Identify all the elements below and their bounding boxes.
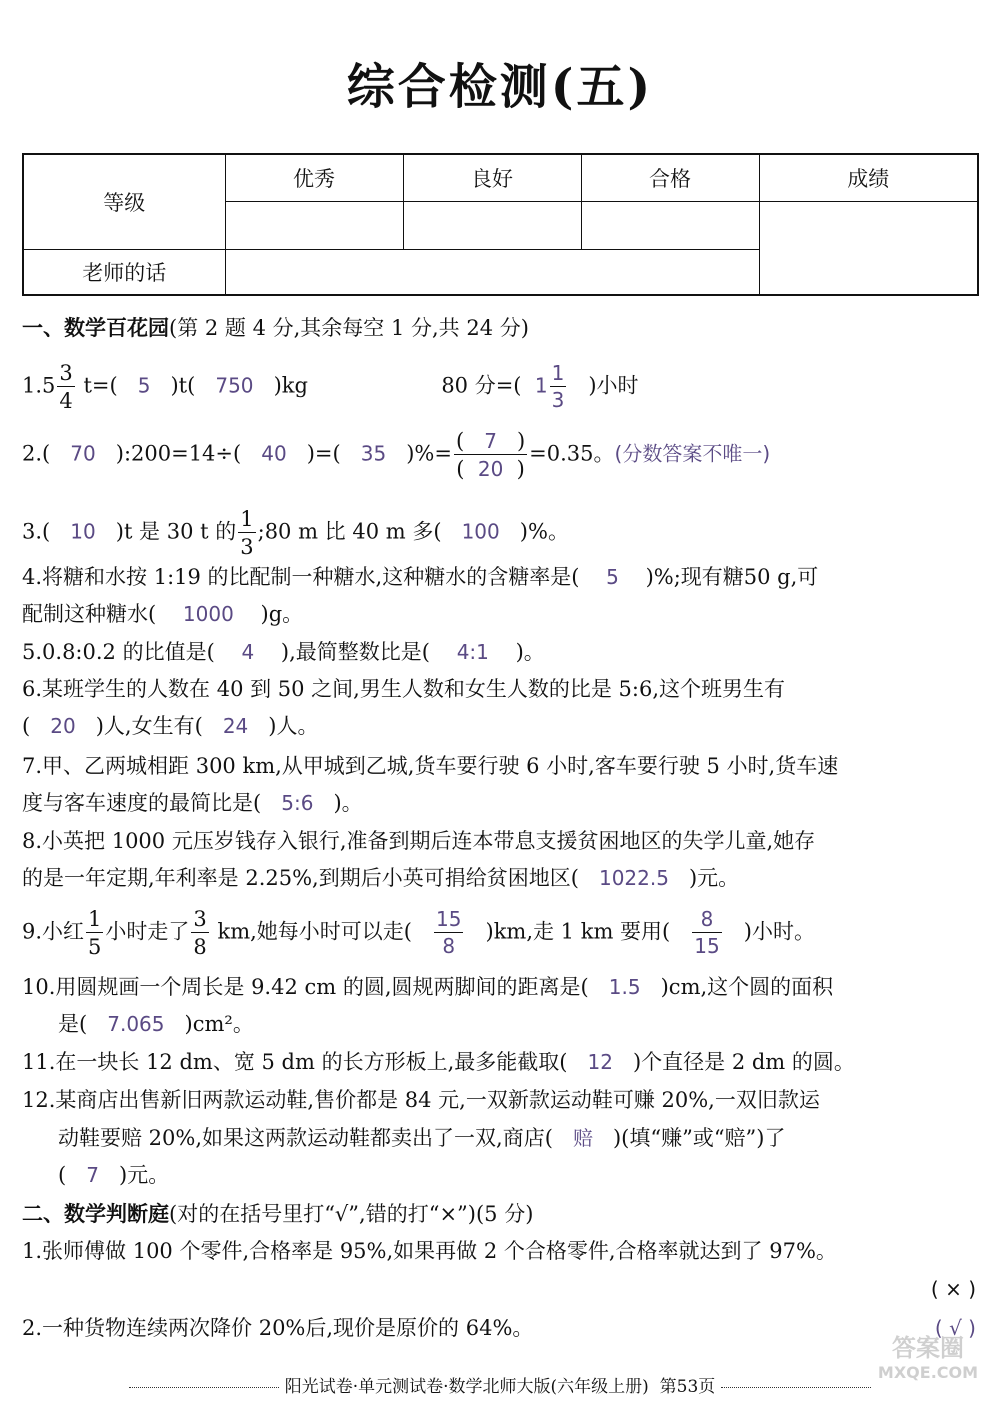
q10-text: 是( [58, 1012, 88, 1036]
numerator: 1 [240, 507, 254, 531]
page-number: 第53页 [659, 1377, 716, 1397]
answer-fraction [692, 909, 721, 957]
q11-text: 11.在一块长 12 dm、宽 5 dm 的长方形板上,最多能截取( [22, 1050, 568, 1074]
question-7 [22, 756, 838, 777]
teacher-label: 老师的话 [23, 249, 225, 295]
q1-text: 1.5 [22, 373, 56, 398]
answer: 1022.5 [598, 866, 669, 890]
footer-divider [129, 1387, 279, 1388]
answer: 赔 [572, 1126, 593, 1150]
fraction [191, 908, 208, 958]
answer-note: (分数答案不唯一) [614, 441, 771, 466]
answer: 70 [70, 441, 96, 466]
answer: 1 [534, 373, 548, 398]
section-1-heading [22, 317, 529, 339]
footer-text: 阳光试卷·单元测试卷·数学北师大版(六年级上册) [284, 1377, 649, 1397]
q12-text: 动鞋要赔 20%,如果这两款运动鞋都卖出了一双,商店( [58, 1126, 553, 1150]
footer-divider [721, 1387, 871, 1388]
q6-text: )人,女生有( [95, 714, 203, 738]
question-2 [22, 430, 770, 480]
q12-text: )(填“赚”或“赔”)了 [612, 1126, 786, 1150]
question-12 [22, 1090, 820, 1111]
q2-text: ):200=14÷( [115, 441, 242, 466]
answer: 40 [261, 441, 287, 466]
answer: 100 [461, 519, 500, 544]
q12-text: 12.某商店出售新旧两款运动鞋,售价都是 84 元,一双新款运动鞋可赚 20%,一双旧款运 [22, 1088, 820, 1112]
q10-text: 10.用圆规画一个周长是 9.42 cm 的圆,圆规两脚间的距离是( [22, 975, 589, 999]
q1-text: )kg [273, 373, 308, 398]
page-title: 综合检测(五) [346, 59, 654, 115]
q1-text: )小时 [588, 373, 639, 398]
answer: 7 [86, 1163, 99, 1187]
section-1-note: (第 2 题 4 分,其余每空 1 分,共 24 分) [169, 316, 529, 340]
answer: 4:1 [456, 640, 489, 664]
q9-text: )小时。 [743, 919, 815, 944]
section-2-title: 二、数学判断庭 [22, 1201, 169, 1226]
question-12-line-3 [58, 1165, 169, 1186]
answer-fraction [434, 909, 463, 957]
q6-text: 6.某班学生的人数在 40 到 50 之间,男生人数和女生人数的比是 5:6,这个班男生有 [22, 677, 786, 701]
q9-text: 小时走了 [105, 919, 190, 944]
q4-text: )g。 [260, 602, 304, 626]
numerator: 8 [700, 907, 714, 932]
grade-good: 良好 [403, 154, 581, 201]
q8-text: 的是一年定期,年利率是 2.25%,到期后小英可捐给贫困地区( [22, 866, 579, 890]
q1-text: t=( [76, 373, 118, 398]
q11-text: )个直径是 2 dm 的圆。 [632, 1050, 855, 1074]
q12-text: ( [58, 1163, 67, 1187]
question-8 [22, 831, 815, 852]
judge-1 [22, 1241, 837, 1262]
page-footer [0, 1372, 1000, 1397]
denominator: 15 [694, 934, 720, 959]
grade-label: 等级 [23, 154, 225, 249]
answer: ( √ ) [934, 1316, 976, 1340]
answer: 7.065 [107, 1012, 165, 1036]
answer: 750 [215, 373, 254, 398]
answer-fraction [550, 363, 567, 411]
numerator: 3 [193, 907, 207, 931]
fraction [57, 362, 74, 412]
fraction [238, 508, 255, 558]
denominator: 5 [86, 932, 103, 958]
q7-text: 度与客车速度的最简比是( [22, 791, 262, 815]
numerator: ( 7 ) [455, 429, 526, 453]
section-2-note: (对的在括号里打“√”,错的打“×”)(5 分) [169, 1202, 534, 1226]
q5-text: 5.0.8:0.2 的比值是( [22, 640, 215, 664]
answer: 35 [360, 441, 387, 466]
numerator: 3 [59, 361, 73, 385]
watermark [868, 1328, 988, 1398]
teacher-comment-cell [225, 249, 759, 295]
judge-1-answer [931, 1279, 976, 1300]
q4-text: 配制这种糖水( [22, 602, 157, 626]
q3-text: )t 是 30 t 的 [115, 519, 237, 544]
judge-2-text: 2.一种货物连续两次降价 20%后,现价是原价的 64%。 [22, 1316, 534, 1340]
answer: 24 [222, 714, 249, 738]
grade-pass: 合格 [581, 154, 759, 201]
q3-text: )%。 [519, 519, 569, 544]
watermark-logo: 答案圈 [892, 1334, 964, 1362]
q6-text: ( [22, 714, 31, 738]
answer: 4 [241, 640, 255, 664]
question-6 [22, 679, 785, 700]
q10-text: )cm²。 [184, 1012, 254, 1036]
q4-text: )%;现有糖50 g,可 [645, 565, 819, 589]
q8-text: )元。 [688, 866, 740, 890]
question-11 [22, 1052, 855, 1073]
answer: 10 [70, 519, 96, 544]
grade-score: 成绩 [759, 154, 978, 201]
q3-text: ;80 m 比 40 m 多( [257, 519, 442, 544]
q9-text: km,她每小时可以走( [210, 919, 412, 944]
q2-text: )=( [306, 441, 341, 466]
fraction [86, 908, 103, 958]
denominator: 8 [434, 932, 463, 957]
answer: 5 [606, 565, 619, 589]
q7-text: 7.甲、乙两城相距 300 km,从甲城到乙城,货车要行驶 6 小时,客车要行驶 5 小时,货车速 [22, 754, 839, 778]
q2-text: =0.35。 [529, 441, 615, 466]
question-6-line-2 [22, 716, 319, 737]
grade-excellent: 优秀 [225, 154, 403, 201]
question-10-line-2 [58, 1014, 254, 1035]
numerator: 15 [436, 907, 462, 932]
question-8-line-2 [22, 868, 739, 889]
question-4 [22, 567, 818, 588]
q12-text: )元。 [119, 1163, 170, 1187]
q8-text: 8.小英把 1000 元压岁钱存入银行,准备到期后连本带息支援贫困地区的失学儿童,她存 [22, 829, 816, 853]
q3-text: 3.( [22, 519, 51, 544]
question-10 [22, 977, 833, 998]
section-2-heading [22, 1203, 533, 1225]
q9-text: 9.小红 [22, 919, 85, 944]
grade-cell [403, 201, 581, 249]
score-cell [759, 201, 978, 295]
q9-text: )km,走 1 km 要用( [485, 919, 671, 944]
section-1-title: 一、数学百花园 [22, 315, 169, 340]
numerator: 1 [88, 907, 102, 931]
question-9 [22, 908, 815, 958]
denominator: 4 [57, 386, 74, 412]
q1-text: 80 分=( [441, 373, 522, 398]
answer: ( × ) [930, 1277, 976, 1301]
q4-text: 4.将糖和水按 1:19 的比配制一种糖水,这种糖水的含糖率是( [22, 565, 580, 589]
q5-text: )。 [515, 640, 545, 664]
numerator: 1 [551, 361, 565, 386]
answer: 20 [50, 714, 76, 738]
answer: 20 [477, 457, 504, 482]
grade-cell [581, 201, 759, 249]
q1-text: )t( [170, 373, 196, 398]
q10-text: )cm,这个圆的面积 [660, 975, 834, 999]
q2-text: )%= [406, 441, 452, 466]
q2-text: 2.( [22, 441, 51, 466]
judge-2 [22, 1318, 533, 1339]
question-7-line-2 [22, 793, 363, 814]
question-4-line-2 [22, 604, 303, 625]
answer: 5:6 [281, 791, 314, 815]
answer: 1.5 [608, 975, 641, 999]
q5-text: ),最简整数比是( [280, 640, 430, 664]
question-3 [22, 508, 569, 558]
answer-fraction [454, 430, 527, 480]
grade-table [22, 153, 979, 296]
answer: 12 [587, 1050, 613, 1074]
question-12-line-2 [58, 1128, 786, 1149]
judge-1-text: 1.张师傅做 100 个零件,合格率是 95%,如果再做 2 个合格零件,合格率就达到了 97%。 [22, 1239, 837, 1263]
watermark-url: MXQE.COM [877, 1363, 979, 1382]
denominator: 8 [191, 932, 208, 958]
answer: 7 [484, 429, 497, 453]
grade-cell [225, 201, 403, 249]
denominator: 3 [238, 532, 255, 558]
denominator: ( 20 ) [454, 454, 527, 480]
question-1 [22, 362, 639, 412]
answer: 5 [137, 373, 151, 398]
denominator: 3 [551, 388, 565, 413]
q7-text: )。 [333, 791, 363, 815]
question-5 [22, 642, 545, 663]
q6-text: )人。 [268, 714, 319, 738]
answer: 1000 [182, 602, 234, 626]
